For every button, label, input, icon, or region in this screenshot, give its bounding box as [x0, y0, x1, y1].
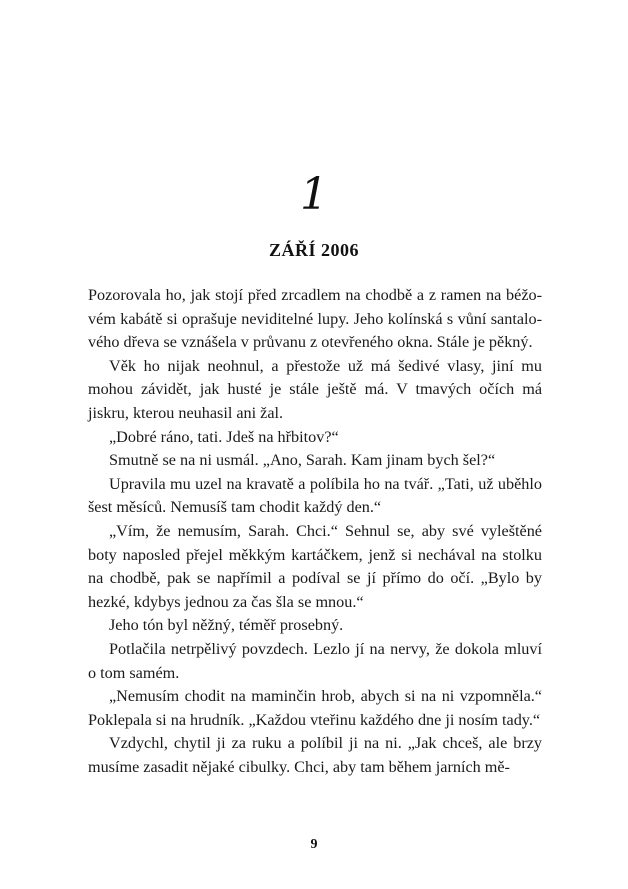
page-number: 9: [310, 837, 318, 852]
paragraph: Věk ho nijak neohnul, a přestože už má šedivé vlasy, jiní mu mohou závidět, jak husté je stále ještě má. V tmavých očích má jiskru, kterou neuhasil ani žal.: [88, 356, 542, 422]
paragraph: Smutně se na ni usmál. „Ano, Sarah. Kam jinam bych šel?“: [109, 451, 496, 470]
chapter-number: 1: [300, 169, 328, 220]
paragraph: Vzdychl, chytil ji za ruku a políbil ji na ni. „Jak chceš, ale brzy musíme zasadit nějaké cibulky. Chci, aby tam během jarních mě-: [88, 734, 542, 776]
paragraph: „Dobré ráno, tati. Jdeš na hřbitov?“: [109, 427, 339, 446]
paragraph: Potlačila netrpělivý povzdech. Lezlo jí na nervy, že dokola mluví o tom samém.: [88, 639, 542, 682]
chapter-title: ZÁŘÍ 2006: [268, 240, 359, 260]
paragraph: „Vím, že nemusím, Sarah. Chci.“ Sehnul se, aby své vyleštěné boty naposled přejel měkkým kartáčkem, jenž si nechával na stolku na chodbě, pak se napřímil a podíval se jí přímo do očí. „Bylo by hezké, kdybys jednou za čas šla se mnou.“: [88, 521, 542, 611]
chapter-body: [88, 284, 542, 779]
paragraph: Upravila mu uzel na kravatě a políbila ho na tvář. „Tati, už uběhlo šest měsíců. Nemusíš tam chodit každý den.“: [88, 474, 542, 517]
paragraph: „Nemusím chodit na maminčin hrob, abych si na ni vzpomněla.“ Poklepala si na hrudník. „Každou vteřinu každého dne ji nosím tady.“: [88, 687, 542, 729]
paragraph: Pozorovala ho, jak stojí před zrcadlem na chodbě a z ramen na béžovém kabátě si oprašuje neviditelné lupy. Jeho kolínská s vůní santalového dřeva se vznášela v průvanu z otevřeného okna. Stále je pěkný.: [88, 286, 542, 352]
paragraph: Jeho tón byl něžný, téměř prosebný.: [109, 616, 344, 635]
